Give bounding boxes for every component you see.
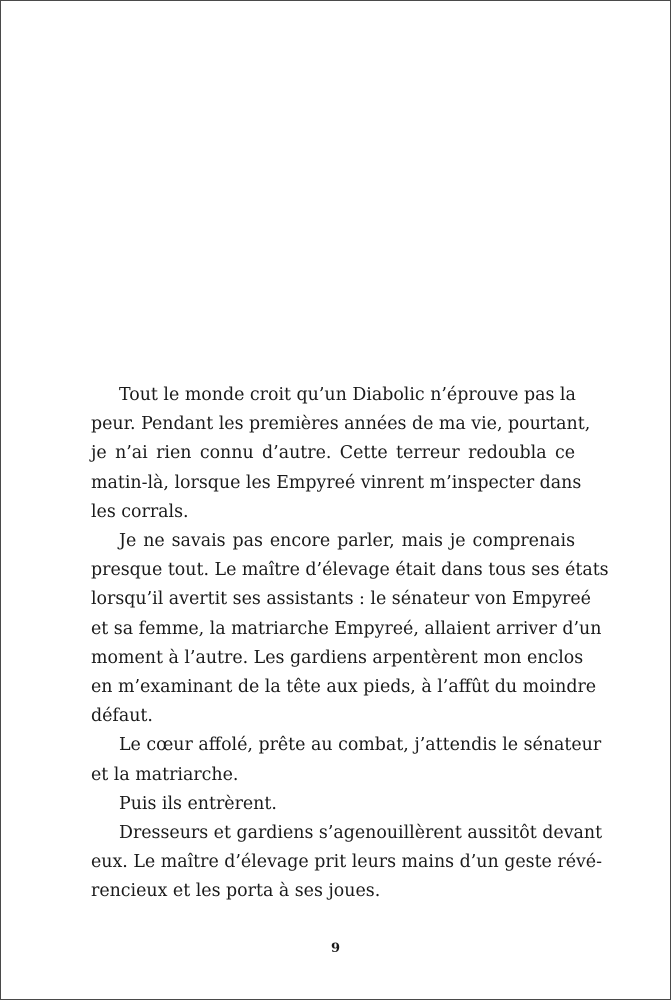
paragraph-1 <box>91 381 591 527</box>
text-line: et la matriarche. <box>91 764 239 785</box>
paragraph-2 <box>91 527 609 731</box>
text-line: Le cœur affolé, prête au combat, j’attendis le sénateur <box>119 735 602 756</box>
text-line: peur. Pendant les premières années de ma vie, pourtant, <box>91 414 591 435</box>
body-text <box>91 381 609 907</box>
paragraph-4 <box>91 790 575 819</box>
text-line: les corrals. <box>91 501 189 522</box>
page-number: 9 <box>330 941 341 956</box>
text-line: Dresseurs et gardiens s’agenouillèrent aussitôt devant <box>119 823 603 844</box>
text-line: Je ne savais pas encore parler, mais je comprenais <box>119 531 575 552</box>
text-line: en m’examinant de la tête aux pieds, à l’affût du moindre <box>91 677 597 698</box>
text-line: je n’ai rien connu d’autre. Cette terreur redoubla ce <box>91 443 575 464</box>
text-line: moment à l’autre. Les gardiens arpentèrent mon enclos <box>91 647 584 668</box>
paragraph-5 <box>91 819 603 907</box>
text-line: rencieux et les porta à ses joues. <box>91 881 381 902</box>
text-line: eux. Le maître d’élevage prit leurs mains d’un geste révé- <box>91 852 602 873</box>
text-line: défaut. <box>91 706 153 727</box>
text-line: presque tout. Le maître d’élevage était dans tous ses états <box>91 560 609 581</box>
text-line: matin-là, lorsque les Empyreé vinrent m’inspecter dans <box>91 472 582 493</box>
paragraph-3 <box>91 731 602 789</box>
text-line: Tout le monde croit qu’un Diabolic n’éprouve pas la <box>119 385 576 405</box>
text-line: lorsqu’il avertit ses assistants : le sénateur von Empyreé <box>91 589 591 610</box>
text-line: Puis ils entrèrent. <box>119 793 277 814</box>
text-line: et sa femme, la matriarche Empyreé, allaient arriver d’un <box>91 618 602 639</box>
